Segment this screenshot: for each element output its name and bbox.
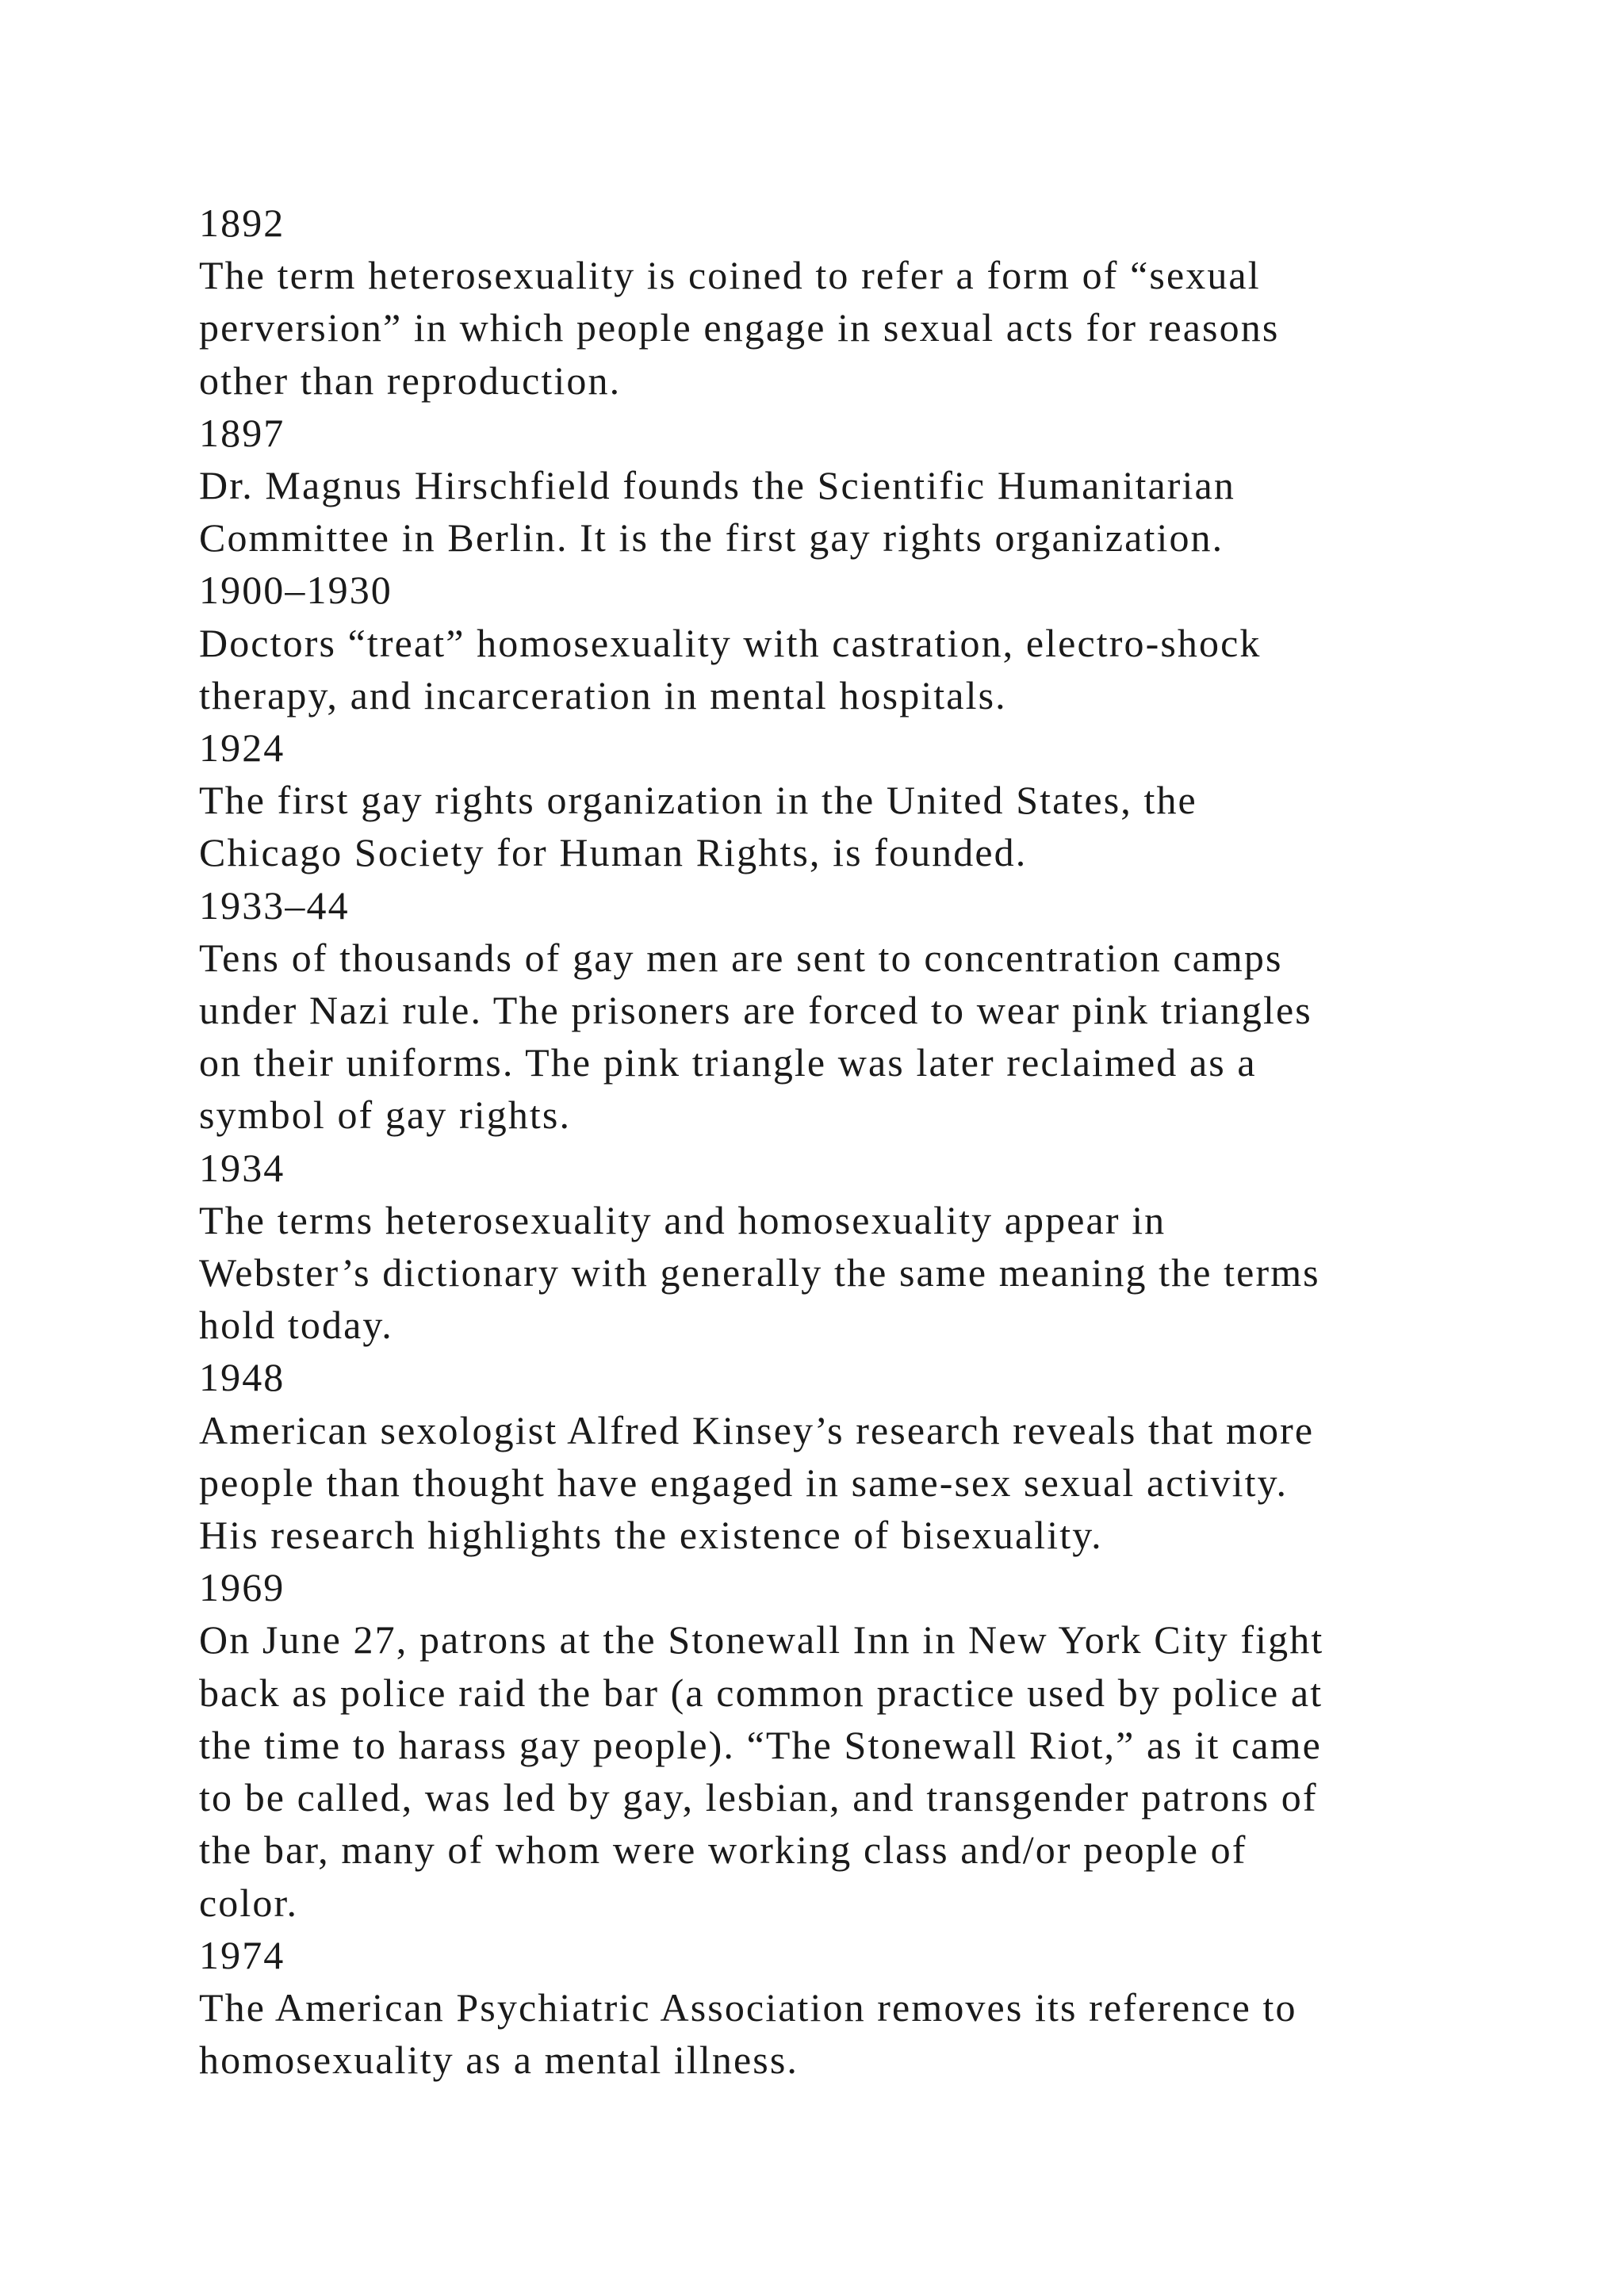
timeline-entry-1900-1930 [199,564,1500,721]
entry-year: 1948 [199,1355,285,1400]
entry-year: 1892 [199,201,285,245]
timeline-entry-1948 [199,1351,1500,1561]
timeline-entry-1969 [199,1561,1500,1928]
entry-text-line: under Nazi rule. The prisoners are forced to wear pink triangles [199,988,1312,1033]
timeline-entry-1974 [199,1929,1500,2087]
entry-text-line: American sexologist Alfred Kinsey’s research reveals that more [199,1407,1315,1452]
entry-text-line: people than thought have engaged in same-sex sexual activity. [199,1460,1289,1505]
entry-text-line: color. [199,1880,299,1925]
entry-text-line: the time to harass gay people). “The Stonewall Riot,” as it came [199,1722,1322,1767]
timeline-entry-1934 [199,1142,1500,1352]
entry-text-line: the bar, many of whom were working class and/or people of [199,1827,1247,1873]
entry-year: 1924 [199,725,285,771]
timeline-entry-1892 [199,197,1500,407]
entry-year: 1897 [199,410,285,455]
entry-text-line: perversion” in which people engage in sexual acts for reasons [199,305,1280,350]
entry-text-line: His research highlights the existence of bisexuality. [199,1513,1103,1558]
entry-text-line: Chicago Society for Human Rights, is founded. [199,830,1028,875]
entry-year: 1933–44 [199,882,350,928]
entry-year: 1934 [199,1145,285,1190]
entry-text-line: Tens of thousands of gay men are sent to concentration camps [199,935,1283,980]
entry-text-line: The term heterosexuality is coined to refer a form of “sexual [199,253,1261,298]
document-page [199,197,1500,2086]
entry-text-line: Committee in Berlin. It is the first gay rights organization. [199,515,1224,561]
entry-text-line: hold today. [199,1303,393,1348]
entry-text-line: The first gay rights organization in the United States, the [199,778,1197,823]
timeline-entry-1933-44 [199,879,1500,1142]
entry-year: 1969 [199,1565,285,1610]
entry-text-line: Dr. Magnus Hirschfield founds the Scientific Humanitarian [199,463,1235,508]
entry-text-line: therapy, and incarceration in mental hospitals. [199,672,1007,718]
entry-text-line: symbol of gay rights. [199,1093,572,1138]
entry-year: 1900–1930 [199,568,393,613]
entry-text-line: to be called, was led by gay, lesbian, and transgender patrons of [199,1775,1318,1820]
entry-year: 1974 [199,1932,285,1977]
entry-text-line: back as police raid the bar (a common practice used by police at [199,1670,1323,1715]
timeline-entry-1897 [199,407,1500,564]
entry-text-line: Webster’s dictionary with generally the same meaning the terms [199,1250,1320,1295]
entry-text-line: The American Psychiatric Association removes its reference to [199,1984,1297,2030]
entry-text-line: On June 27, patrons at the Stonewall Inn in New York City fight [199,1617,1324,1663]
entry-text-line: Doctors “treat” homosexuality with castration, electro-shock [199,620,1262,665]
entry-text-line: The terms heterosexuality and homosexuality appear in [199,1197,1166,1242]
entry-text-line: other than reproduction. [199,358,622,403]
timeline-entry-1924 [199,721,1500,879]
entry-text-line: homosexuality as a mental illness. [199,2038,799,2083]
entry-text-line: on their uniforms. The pink triangle was later reclaimed as a [199,1040,1257,1085]
